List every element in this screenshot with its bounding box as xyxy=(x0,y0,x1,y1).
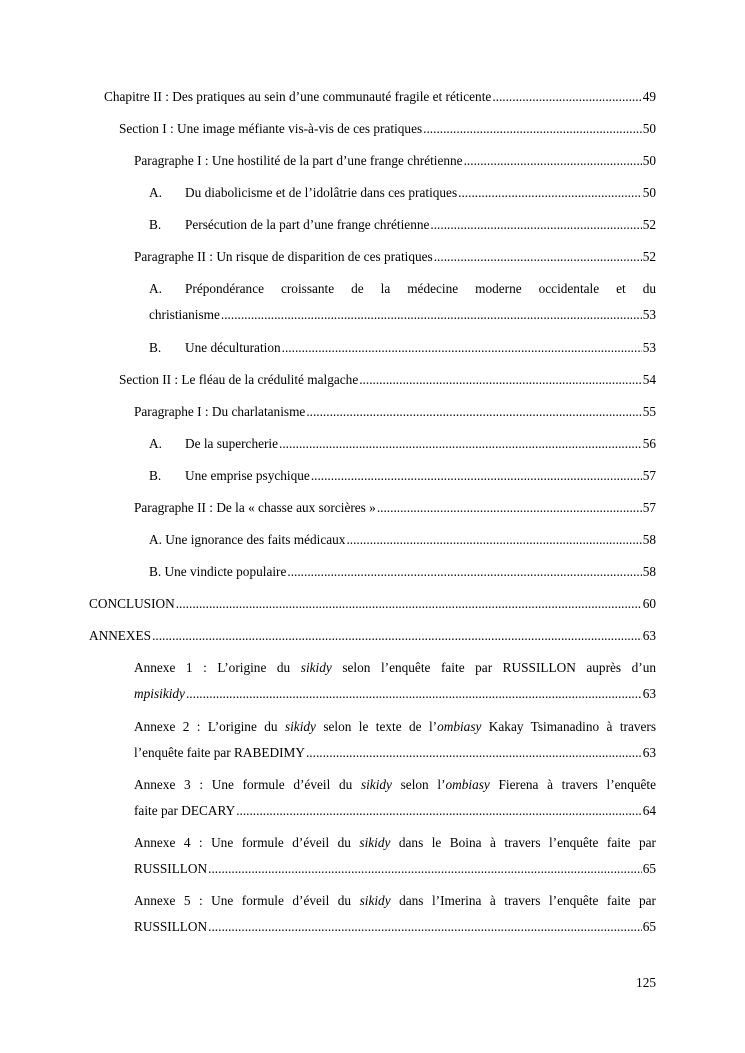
toc-entry-annexe-5-line1[interactable]: Annexe 5 : Une formule d’éveil du sikidy dans l’Imerina à travers l’enquête faite par xyxy=(134,893,656,908)
dot-leader xyxy=(434,249,642,265)
toc-entry-s2p2-b[interactable]: B. Une vindicte populaire ..... 58 xyxy=(149,564,656,580)
toc-entry-section-1[interactable]: Section I : Une image méfiante vis-à-vis de ces pratiques ..... 50 xyxy=(119,121,656,137)
dot-leader xyxy=(176,596,642,612)
toc-entry-annexe-2-line2[interactable]: l’enquête faite par RABEDIMY ..... 63 xyxy=(134,745,656,761)
toc-entry-s2p1-a[interactable]: A. De la supercherie ..... 56 xyxy=(149,436,656,452)
toc-entry-section1-paragraphe-2[interactable]: Paragraphe II : Un risque de disparition de ces pratiques ..... 52 xyxy=(134,249,656,265)
toc-entry-annexe-1-line2[interactable]: mpisikidy ..... 63 xyxy=(134,686,656,702)
toc-entry-annexe-4-line1[interactable]: Annexe 4 : Une formule d’éveil du sikidy dans le Boina à travers l’enquête faite par xyxy=(134,835,656,850)
dot-leader xyxy=(346,532,641,548)
dot-leader xyxy=(430,217,641,233)
dot-leader xyxy=(279,436,642,452)
toc-entry-section-2[interactable]: Section II : Le fléau de la crédulité malgache ..... 54 xyxy=(119,372,656,388)
toc-entry-section2-paragraphe-2[interactable]: Paragraphe II : De la « chasse aux sorcières » ..... 57 xyxy=(134,500,656,516)
dot-leader xyxy=(359,372,641,388)
toc-entry-annexe-3-line1[interactable]: Annexe 3 : Une formule d’éveil du sikidy selon l’ombiasy Fierena à travers l’enquête xyxy=(134,777,656,792)
dot-leader xyxy=(282,340,642,356)
toc-entry-chapitre-2[interactable]: Chapitre II : Des pratiques au sein d’une communauté fragile et réticente ..... 49 xyxy=(104,89,656,105)
dot-leader xyxy=(311,468,642,484)
toc-entry-s1p1-b[interactable]: B. Persécution de la part d’une frange chrétienne ..... 52 xyxy=(149,217,656,233)
toc-entry-annexe-4-line2[interactable]: RUSSILLON ..... 65 xyxy=(134,861,656,877)
dot-leader xyxy=(464,153,642,169)
dot-leader xyxy=(306,404,641,420)
dot-leader xyxy=(492,89,641,105)
toc-entry-s1p2-a-line2[interactable]: christianisme ..... 53 xyxy=(149,307,656,323)
toc-entry-section2-paragraphe-1[interactable]: Paragraphe I : Du charlatanisme ..... 55 xyxy=(134,404,656,420)
dot-leader xyxy=(306,745,642,761)
toc-entry-annexes[interactable]: ANNEXES ..... 63 xyxy=(89,628,656,644)
dot-leader xyxy=(152,628,642,644)
dot-leader xyxy=(208,919,642,935)
dot-leader xyxy=(423,121,642,137)
toc-entry-annexe-3-line2[interactable]: faite par DECARY ..... 64 xyxy=(134,803,656,819)
toc-entry-s2p2-a[interactable]: A. Une ignorance des faits médicaux ..... 58 xyxy=(149,532,656,548)
toc-entry-annexe-1-line1[interactable]: Annexe 1 : L’origine du sikidy selon l’enquête faite par RUSSILLON auprès d’un xyxy=(134,660,657,675)
dot-leader xyxy=(377,500,642,516)
toc-entry-s1p1-a[interactable]: A. Du diabolicisme et de l’idolâtrie dans ces pratiques ..... 50 xyxy=(149,185,656,201)
toc-entry-s1p2-a-line1[interactable]: A. Prépondérance croissante de la médecine moderne occidentale et du xyxy=(149,281,656,296)
toc-entry-s2p1-b[interactable]: B. Une emprise psychique ..... 57 xyxy=(149,468,656,484)
dot-leader xyxy=(287,564,641,580)
dot-leader xyxy=(458,185,642,201)
dot-leader xyxy=(208,861,642,877)
toc-entry-conclusion[interactable]: CONCLUSION ..... 60 xyxy=(89,596,656,612)
dot-leader xyxy=(236,803,642,819)
toc-entry-section1-paragraphe-1[interactable]: Paragraphe I : Une hostilité de la part d’une frange chrétienne ..... 50 xyxy=(134,153,656,169)
dot-leader xyxy=(186,686,642,702)
toc-entry-annexe-5-line2[interactable]: RUSSILLON ..... 65 xyxy=(134,919,656,935)
dot-leader xyxy=(221,307,642,323)
toc-entry-annexe-2-line1[interactable]: Annexe 2 : L’origine du sikidy selon le texte de l’ombiasy Kakay Tsimanadino à travers xyxy=(134,719,656,734)
page-number: 125 xyxy=(636,975,656,990)
toc-entry-s1p2-b[interactable]: B. Une déculturation ..... 53 xyxy=(149,340,656,356)
